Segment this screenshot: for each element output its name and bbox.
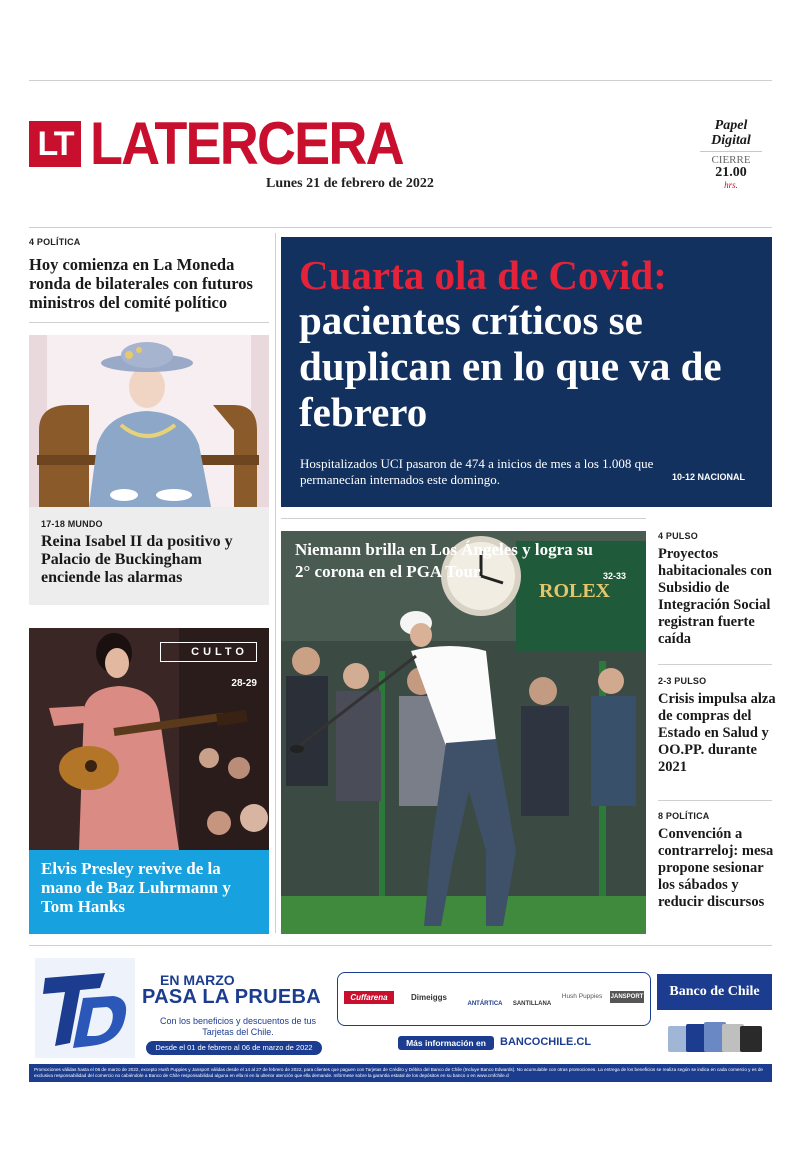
brand-santillana[interactable]: SANTILLANA <box>512 1001 552 1007</box>
papel-digital-badge <box>700 118 762 190</box>
main-subhead: Hospitalizados UCI pasaron de 474 a inicios de mes a los 1.008 que permanecían internados este domingo. <box>300 456 654 487</box>
queen-illustration <box>29 335 269 507</box>
right-rule-2 <box>658 800 772 801</box>
masthead-logo[interactable]: LATERCERA <box>90 110 403 177</box>
pulso-2-headline[interactable]: Crisis impulsa alza de compras del Estado en Salud y OO.PP. durante 2021 <box>658 691 776 775</box>
main-headline-white[interactable]: pacientes críticos se duplican en lo que va de febrero <box>299 297 722 435</box>
ad-rule <box>29 945 772 946</box>
brand-cuffarena[interactable]: Cuffarena <box>344 991 394 1004</box>
left-rule-1 <box>29 322 269 323</box>
brands-panel <box>337 972 651 1026</box>
papel-label: Papel <box>714 118 748 133</box>
edition-date: Lunes 21 de febrero de 2022 <box>266 176 434 191</box>
main-pages: 10-12 NACIONAL <box>672 472 746 482</box>
tdc-logo-icon <box>35 958 135 1058</box>
politica-headline[interactable]: Hoy comienza en La Moneda ronda de bilaterales con futuros ministros del comité político <box>29 255 253 312</box>
credit-cards-icon <box>668 1020 763 1054</box>
politica-8-kicker: 8 POLÍTICA <box>658 811 710 821</box>
main-rule <box>281 518 646 519</box>
golf-illustration <box>281 531 646 934</box>
politica-8-headline[interactable]: Convención a contrarreloj: mesa propone sesionar los sábados y reducir discursos <box>658 826 774 910</box>
golf-photo[interactable] <box>281 531 646 934</box>
pulso-2-kicker: 2-3 PULSO <box>658 676 707 686</box>
top-rule <box>29 80 772 81</box>
culto-pages: 28-29 <box>231 678 257 689</box>
pulso-headline[interactable]: Proyectos habitacionales con Subsidio de Integración Social registran fuerte caída <box>658 546 772 647</box>
golf-headline[interactable]: Niemann brilla en Los Ángeles y logra su 2° corona en el PGA Tour <box>295 540 593 581</box>
ad-dates: Desde el 01 de febrero al 06 de marzo de 2022 <box>146 1041 322 1055</box>
elvis-story-box[interactable] <box>29 850 269 934</box>
logo-mark[interactable]: LT <box>29 121 81 167</box>
ad-title-line1: EN MARZO <box>160 972 235 988</box>
politica-kicker: 4 POLÍTICA <box>29 237 81 247</box>
more-info-label: Más información en <box>398 1036 494 1050</box>
cierre-unit: hrs. <box>724 180 738 190</box>
brand-antartica[interactable]: ANTÁRTICA <box>467 1001 503 1007</box>
queen-photo[interactable] <box>29 335 269 507</box>
ad-title-line2: PASA LA PRUEBA <box>142 986 322 1008</box>
brand-hush-puppies[interactable]: Hush Puppies <box>561 993 603 1000</box>
queen-story-box[interactable] <box>29 507 269 605</box>
rolex-sign: ROLEX <box>539 580 611 602</box>
banco-de-chile-logo[interactable]: Banco de Chile <box>657 974 772 1010</box>
mundo-kicker: 17-18 MUNDO <box>41 519 103 529</box>
digital-label: Digital <box>711 133 751 148</box>
brand-jansport[interactable]: JANSPORT <box>610 991 644 1003</box>
culto-badge: CULTO <box>160 642 257 662</box>
right-rule-1 <box>658 664 772 665</box>
right-story-1[interactable] <box>658 531 778 648</box>
pulso-kicker: 4 PULSO <box>658 531 698 541</box>
cierre-label: CIERRE <box>700 151 762 166</box>
ad-description: Con los beneficios y descuentos de tus Tarjetas del Chile. <box>159 1016 317 1037</box>
elvis-photo[interactable] <box>29 628 269 850</box>
golf-pages: 32-33 <box>603 571 627 581</box>
column-divider <box>275 233 276 933</box>
queen-headline[interactable]: Reina Isabel II da positivo y Palacio de Buckingham enciende las alarmas <box>41 533 233 586</box>
masthead-rule <box>29 227 772 228</box>
legal-disclaimer: Promociones válidas hasta el 06 de marzo de 2022, excepto Hush Puppies y Jansport válidas desde el 14 al 27 de febrero de 2022, para clientes que paguen con Tarjetas de Crédito y Débito del Banco de Chile (Incluye Banco Edwards). No acumulable con otras promociones. La entrega de los beneficios se realiza según se indica en cada comercio y es de exclusiva responsabilidad del comercio no cabiéndole a Banco de Chile responsabilidad alguna en ella ni en la ulterior atención que ella demande. Infórmese sobre la garantía estatal de los depósitos en su banco o en www.cmfchile.cl <box>29 1064 772 1082</box>
right-story-2[interactable] <box>658 676 778 776</box>
bank-url-link[interactable]: BANCOCHILE.CL <box>500 1036 592 1048</box>
brand-dimeiggs[interactable]: Dimeiggs <box>410 993 447 1002</box>
cierre-time: 21.00 <box>715 165 747 180</box>
elvis-headline[interactable]: Elvis Presley revive de la mano de Baz Luhrmann y Tom Hanks <box>41 859 231 916</box>
main-headline-red[interactable]: Cuarta ola de Covid: <box>299 252 667 298</box>
right-story-3[interactable] <box>658 811 778 911</box>
